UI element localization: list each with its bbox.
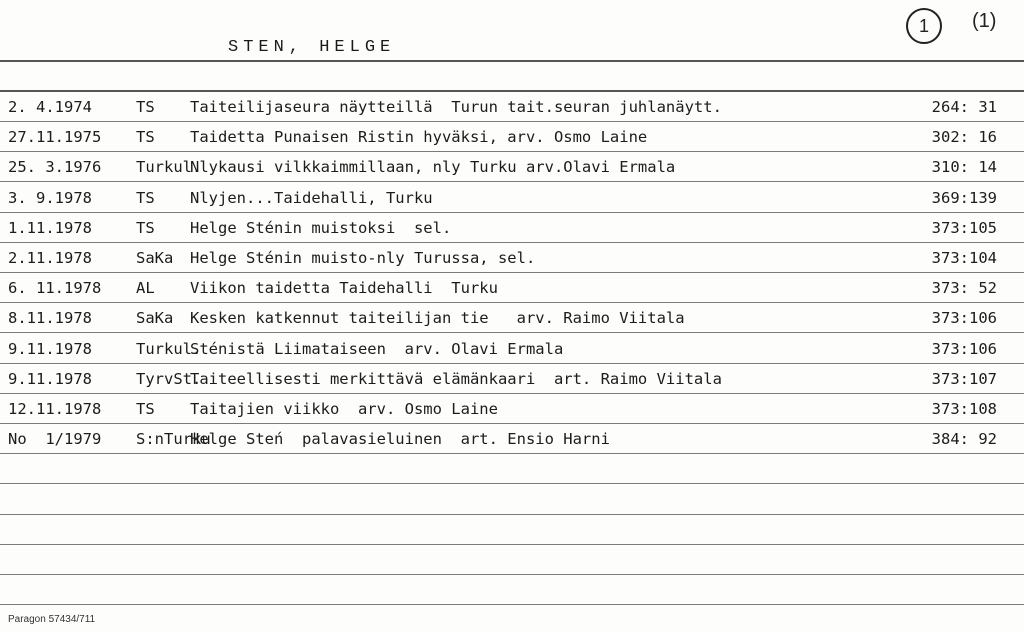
- entry-text: Taitajien viikko arv. Osmo Laine: [190, 400, 498, 418]
- ruled-line: [0, 121, 1024, 122]
- entry-source: S:nTurku: [136, 430, 211, 449]
- list-item: [0, 249, 1024, 271]
- entry-reference: 373:106: [931, 339, 997, 358]
- entry-date: 2.11.1978: [8, 249, 92, 267]
- list-item: [0, 189, 1024, 211]
- entry-date: 9.11.1978: [8, 339, 92, 358]
- ruled-line: [0, 212, 1024, 213]
- ruled-line: [0, 332, 1024, 333]
- entry-reference: 373: 52: [931, 279, 997, 298]
- entry-source: AL: [136, 279, 155, 298]
- list-item: [0, 279, 1024, 301]
- entry-date: 12.11.1978: [8, 400, 102, 418]
- entry-source: TS: [136, 128, 155, 147]
- ruled-line: [0, 423, 1024, 424]
- entry-date: 2. 4.1974: [8, 98, 92, 116]
- entry-reference: 384: 92: [931, 430, 997, 449]
- entry-reference: 373:104: [931, 249, 997, 267]
- entry-text: Nlyjen...Taidehalli, Turku: [190, 188, 433, 207]
- list-item: [0, 430, 1024, 452]
- entry-source: TS: [136, 188, 155, 207]
- entry-text: Kesken katkennut taiteilijan tie arv. Raimo Viitala: [190, 309, 685, 328]
- entry-source: TS: [136, 98, 155, 116]
- entry-text: Taiteilijaseura näytteillä Turun tait.seuran juhlanäytt.: [190, 98, 722, 116]
- entry-text: Viikon taidetta Taidehalli Turku: [190, 279, 498, 298]
- entry-source: TS: [136, 400, 155, 418]
- entry-reference: 302: 16: [931, 128, 997, 147]
- ruled-line: [0, 453, 1024, 454]
- ruled-line: [0, 514, 1024, 515]
- list-item: [0, 340, 1024, 362]
- entry-text: Helge Sténin muisto-nly Turussa, sel.: [190, 249, 536, 267]
- entry-reference: 373:107: [931, 369, 997, 388]
- entry-reference: 264: 31: [931, 98, 997, 116]
- ruled-line: [0, 363, 1024, 364]
- ruled-line: [0, 302, 1024, 303]
- entry-text: Sténistä Liimataiseen arv. Olavi Ermala: [190, 339, 564, 358]
- ruled-line: [0, 272, 1024, 273]
- list-item: [0, 128, 1024, 150]
- entry-date: 3. 9.1978: [8, 188, 92, 207]
- list-item: [0, 309, 1024, 331]
- header-rule: [0, 90, 1024, 92]
- print-code: Paragon 57434/711: [8, 614, 96, 625]
- entry-date: 25. 3.1976: [8, 158, 102, 177]
- entry-source: Turkul.: [136, 158, 202, 177]
- ruled-line: [0, 181, 1024, 182]
- ruled-line: [0, 574, 1024, 575]
- list-item: [0, 219, 1024, 241]
- entry-source: Turkul.: [136, 339, 202, 358]
- ruled-line: [0, 242, 1024, 243]
- entry-text: Taidetta Punaisen Ristin hyväksi, arv. Osmo Laine: [190, 128, 648, 147]
- entry-source: TyrvSt.: [136, 369, 202, 388]
- circled-number-stamp: 1: [906, 8, 942, 44]
- list-item: [0, 98, 1024, 120]
- entry-reference: 373:105: [931, 218, 997, 237]
- list-item: [0, 158, 1024, 180]
- ruled-line: [0, 151, 1024, 152]
- ruled-line: [0, 604, 1024, 605]
- entry-text: Nlykausi vilkkaimmillaan, nly Turku arv.Olavi Ermala: [190, 158, 676, 177]
- ruled-line: [0, 483, 1024, 484]
- entry-date: No 1/1979: [8, 430, 102, 449]
- title-rule: [0, 60, 1024, 62]
- ruled-line: [0, 544, 1024, 545]
- entry-source: TS: [136, 218, 155, 237]
- entry-source: SaKa: [136, 309, 174, 328]
- list-item: [0, 400, 1024, 422]
- entry-date: 1.11.1978: [8, 218, 92, 237]
- entry-source: SaKa: [136, 249, 174, 267]
- entry-date: 6. 11.1978: [8, 279, 102, 298]
- entry-reference: 373:108: [931, 400, 997, 418]
- ruled-line: [0, 393, 1024, 394]
- entry-reference: 310: 14: [931, 158, 997, 177]
- entry-date: 9.11.1978: [8, 369, 92, 388]
- parenthesized-number-stamp: (1): [972, 10, 997, 32]
- entry-date: 27.11.1975: [8, 128, 102, 147]
- entry-date: 8.11.1978: [8, 309, 92, 328]
- entry-text: Helge Sténin muistoksi sel.: [190, 218, 452, 237]
- entry-text: Taiteellisesti merkittävä elämänkaari art. Raimo Viitala: [190, 369, 722, 388]
- entry-reference: 369:139: [931, 188, 997, 207]
- card-title: STEN, HELGE: [228, 38, 396, 57]
- entry-reference: 373:106: [931, 309, 997, 328]
- list-item: [0, 370, 1024, 392]
- entry-text: Helge Steń palavasieluinen art. Ensio Harni: [190, 430, 610, 449]
